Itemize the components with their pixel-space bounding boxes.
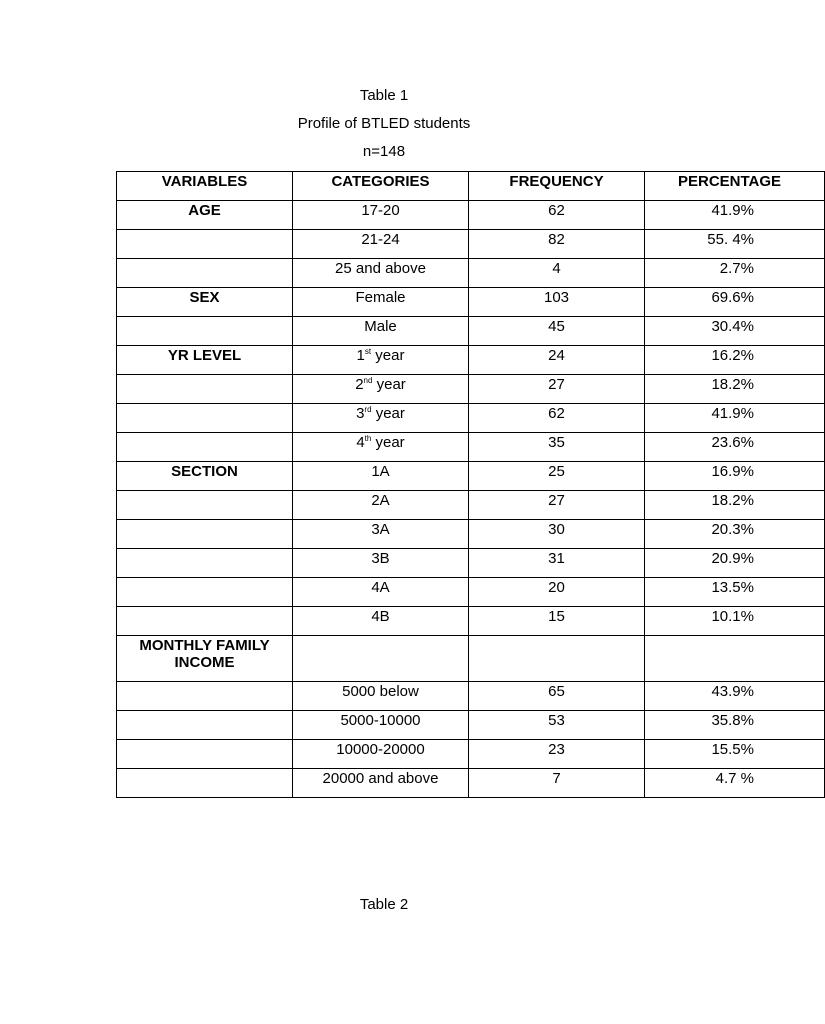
table-row	[117, 288, 825, 317]
percentage-cell: 55. 4%	[645, 230, 825, 259]
frequency-cell: 82	[469, 230, 645, 259]
percentage-cell: 43.9%	[645, 682, 825, 711]
table-header-row	[117, 172, 825, 201]
table2-label: Table 2	[359, 896, 409, 913]
ordinal-suffix: nd	[363, 376, 373, 385]
frequency-cell: 27	[469, 491, 645, 520]
percentage-cell: 20.9%	[645, 549, 825, 578]
table-row	[117, 520, 825, 549]
category-text: 3B	[371, 550, 390, 567]
table-row	[117, 769, 825, 798]
percentage-cell: 30.4%	[645, 317, 825, 346]
table-row	[117, 201, 825, 230]
frequency-cell	[469, 636, 645, 682]
category-text: Male	[364, 318, 397, 335]
percentage-cell: 16.2%	[645, 346, 825, 375]
category-text: 20000 and above	[322, 770, 439, 787]
header-categories: CATEGORIES	[293, 172, 469, 201]
percentage-cell: 10.1%	[645, 607, 825, 636]
frequency-cell: 30	[469, 520, 645, 549]
frequency-cell: 24	[469, 346, 645, 375]
category-text: 3	[356, 405, 365, 422]
frequency-cell: 103	[469, 288, 645, 317]
variable-cell: SEX	[117, 288, 293, 317]
category-cell	[293, 433, 469, 462]
variable-cell	[117, 230, 293, 259]
table-row	[117, 636, 825, 682]
percentage-cell: 35.8%	[645, 711, 825, 740]
category-cell	[293, 711, 469, 740]
table-row	[117, 433, 825, 462]
header-frequency: FREQUENCY	[469, 172, 645, 201]
frequency-cell: 65	[469, 682, 645, 711]
frequency-cell: 20	[469, 578, 645, 607]
variable-cell	[117, 317, 293, 346]
table-row	[117, 711, 825, 740]
category-cell	[293, 317, 469, 346]
table1-label: Table 1	[359, 87, 409, 104]
profile-table	[116, 171, 825, 798]
frequency-cell: 62	[469, 404, 645, 433]
frequency-cell: 53	[469, 711, 645, 740]
frequency-cell: 62	[469, 201, 645, 230]
category-cell	[293, 769, 469, 798]
percentage-cell: 18.2%	[645, 375, 825, 404]
table-row	[117, 375, 825, 404]
frequency-cell: 7	[469, 769, 645, 798]
variable-cell: AGE	[117, 201, 293, 230]
variable-cell	[117, 491, 293, 520]
category-cell	[293, 549, 469, 578]
category-text: 25 and above	[335, 260, 426, 277]
frequency-cell: 15	[469, 607, 645, 636]
category-text: 2	[355, 376, 364, 393]
percentage-cell: 23.6%	[645, 433, 825, 462]
variable-cell: YR LEVEL	[117, 346, 293, 375]
table-row	[117, 682, 825, 711]
category-cell	[293, 682, 469, 711]
table-row	[117, 740, 825, 769]
category-text: 5000 below	[342, 683, 419, 700]
table-row	[117, 317, 825, 346]
table-row	[117, 549, 825, 578]
category-text-suffix: year	[371, 347, 405, 364]
category-text-suffix: year	[371, 405, 405, 422]
percentage-cell: 2.7%	[645, 259, 825, 288]
percentage-cell	[645, 636, 825, 682]
variable-cell	[117, 520, 293, 549]
ordinal-suffix: st	[364, 347, 372, 356]
percentage-cell: 69.6%	[645, 288, 825, 317]
category-cell	[293, 375, 469, 404]
ordinal-suffix: rd	[364, 405, 372, 414]
frequency-cell: 23	[469, 740, 645, 769]
category-text: 3A	[371, 521, 390, 538]
table-row	[117, 578, 825, 607]
variable-cell	[117, 682, 293, 711]
table-row	[117, 404, 825, 433]
category-text: Female	[355, 289, 406, 306]
frequency-cell: 45	[469, 317, 645, 346]
table1-title: Profile of BTLED students	[297, 115, 471, 132]
percentage-cell: 16.9%	[645, 462, 825, 491]
variable-cell	[117, 607, 293, 636]
frequency-cell: 31	[469, 549, 645, 578]
category-cell	[293, 346, 469, 375]
variable-cell: MONTHLY FAMILY INCOME	[117, 636, 293, 682]
category-text: 4	[356, 434, 365, 451]
variable-cell	[117, 578, 293, 607]
category-cell	[293, 259, 469, 288]
category-cell	[293, 288, 469, 317]
table1-sample-size: n=148	[362, 143, 406, 160]
table-row	[117, 346, 825, 375]
category-cell	[293, 740, 469, 769]
table-row	[117, 607, 825, 636]
frequency-cell: 25	[469, 462, 645, 491]
table-row	[117, 259, 825, 288]
category-cell	[293, 520, 469, 549]
category-text: 1	[356, 347, 365, 364]
percentage-cell: 41.9%	[645, 201, 825, 230]
variable-cell	[117, 259, 293, 288]
category-cell	[293, 201, 469, 230]
table-row	[117, 491, 825, 520]
category-cell	[293, 491, 469, 520]
variable-cell	[117, 549, 293, 578]
frequency-cell: 4	[469, 259, 645, 288]
category-text: 5000-10000	[340, 712, 421, 729]
category-cell	[293, 578, 469, 607]
percentage-cell: 18.2%	[645, 491, 825, 520]
category-text: 17-20	[361, 202, 400, 219]
variable-cell	[117, 711, 293, 740]
percentage-cell: 20.3%	[645, 520, 825, 549]
variable-cell	[117, 375, 293, 404]
variable-cell	[117, 740, 293, 769]
table-body	[117, 201, 825, 798]
category-text: 4A	[371, 579, 390, 596]
category-cell	[293, 462, 469, 491]
profile-table-container	[116, 171, 782, 798]
category-cell	[293, 404, 469, 433]
ordinal-suffix: th	[364, 434, 372, 443]
category-text: 1A	[371, 463, 390, 480]
table-row	[117, 462, 825, 491]
variable-cell: SECTION	[117, 462, 293, 491]
percentage-cell: 4.7 %	[645, 769, 825, 798]
category-text: 4B	[371, 608, 390, 625]
category-text-suffix: year	[371, 434, 405, 451]
frequency-cell: 27	[469, 375, 645, 404]
category-text: 21-24	[361, 231, 400, 248]
category-text-suffix: year	[372, 376, 406, 393]
category-cell	[293, 636, 469, 682]
category-cell	[293, 230, 469, 259]
table-row	[117, 230, 825, 259]
frequency-cell: 35	[469, 433, 645, 462]
header-percentage: PERCENTAGE	[645, 172, 825, 201]
category-text: 10000-20000	[336, 741, 425, 758]
percentage-cell: 15.5%	[645, 740, 825, 769]
percentage-cell: 41.9%	[645, 404, 825, 433]
percentage-cell: 13.5%	[645, 578, 825, 607]
category-text: 2A	[371, 492, 390, 509]
variable-cell	[117, 433, 293, 462]
header-variables: VARIABLES	[117, 172, 293, 201]
category-cell	[293, 607, 469, 636]
variable-cell	[117, 769, 293, 798]
variable-cell	[117, 404, 293, 433]
